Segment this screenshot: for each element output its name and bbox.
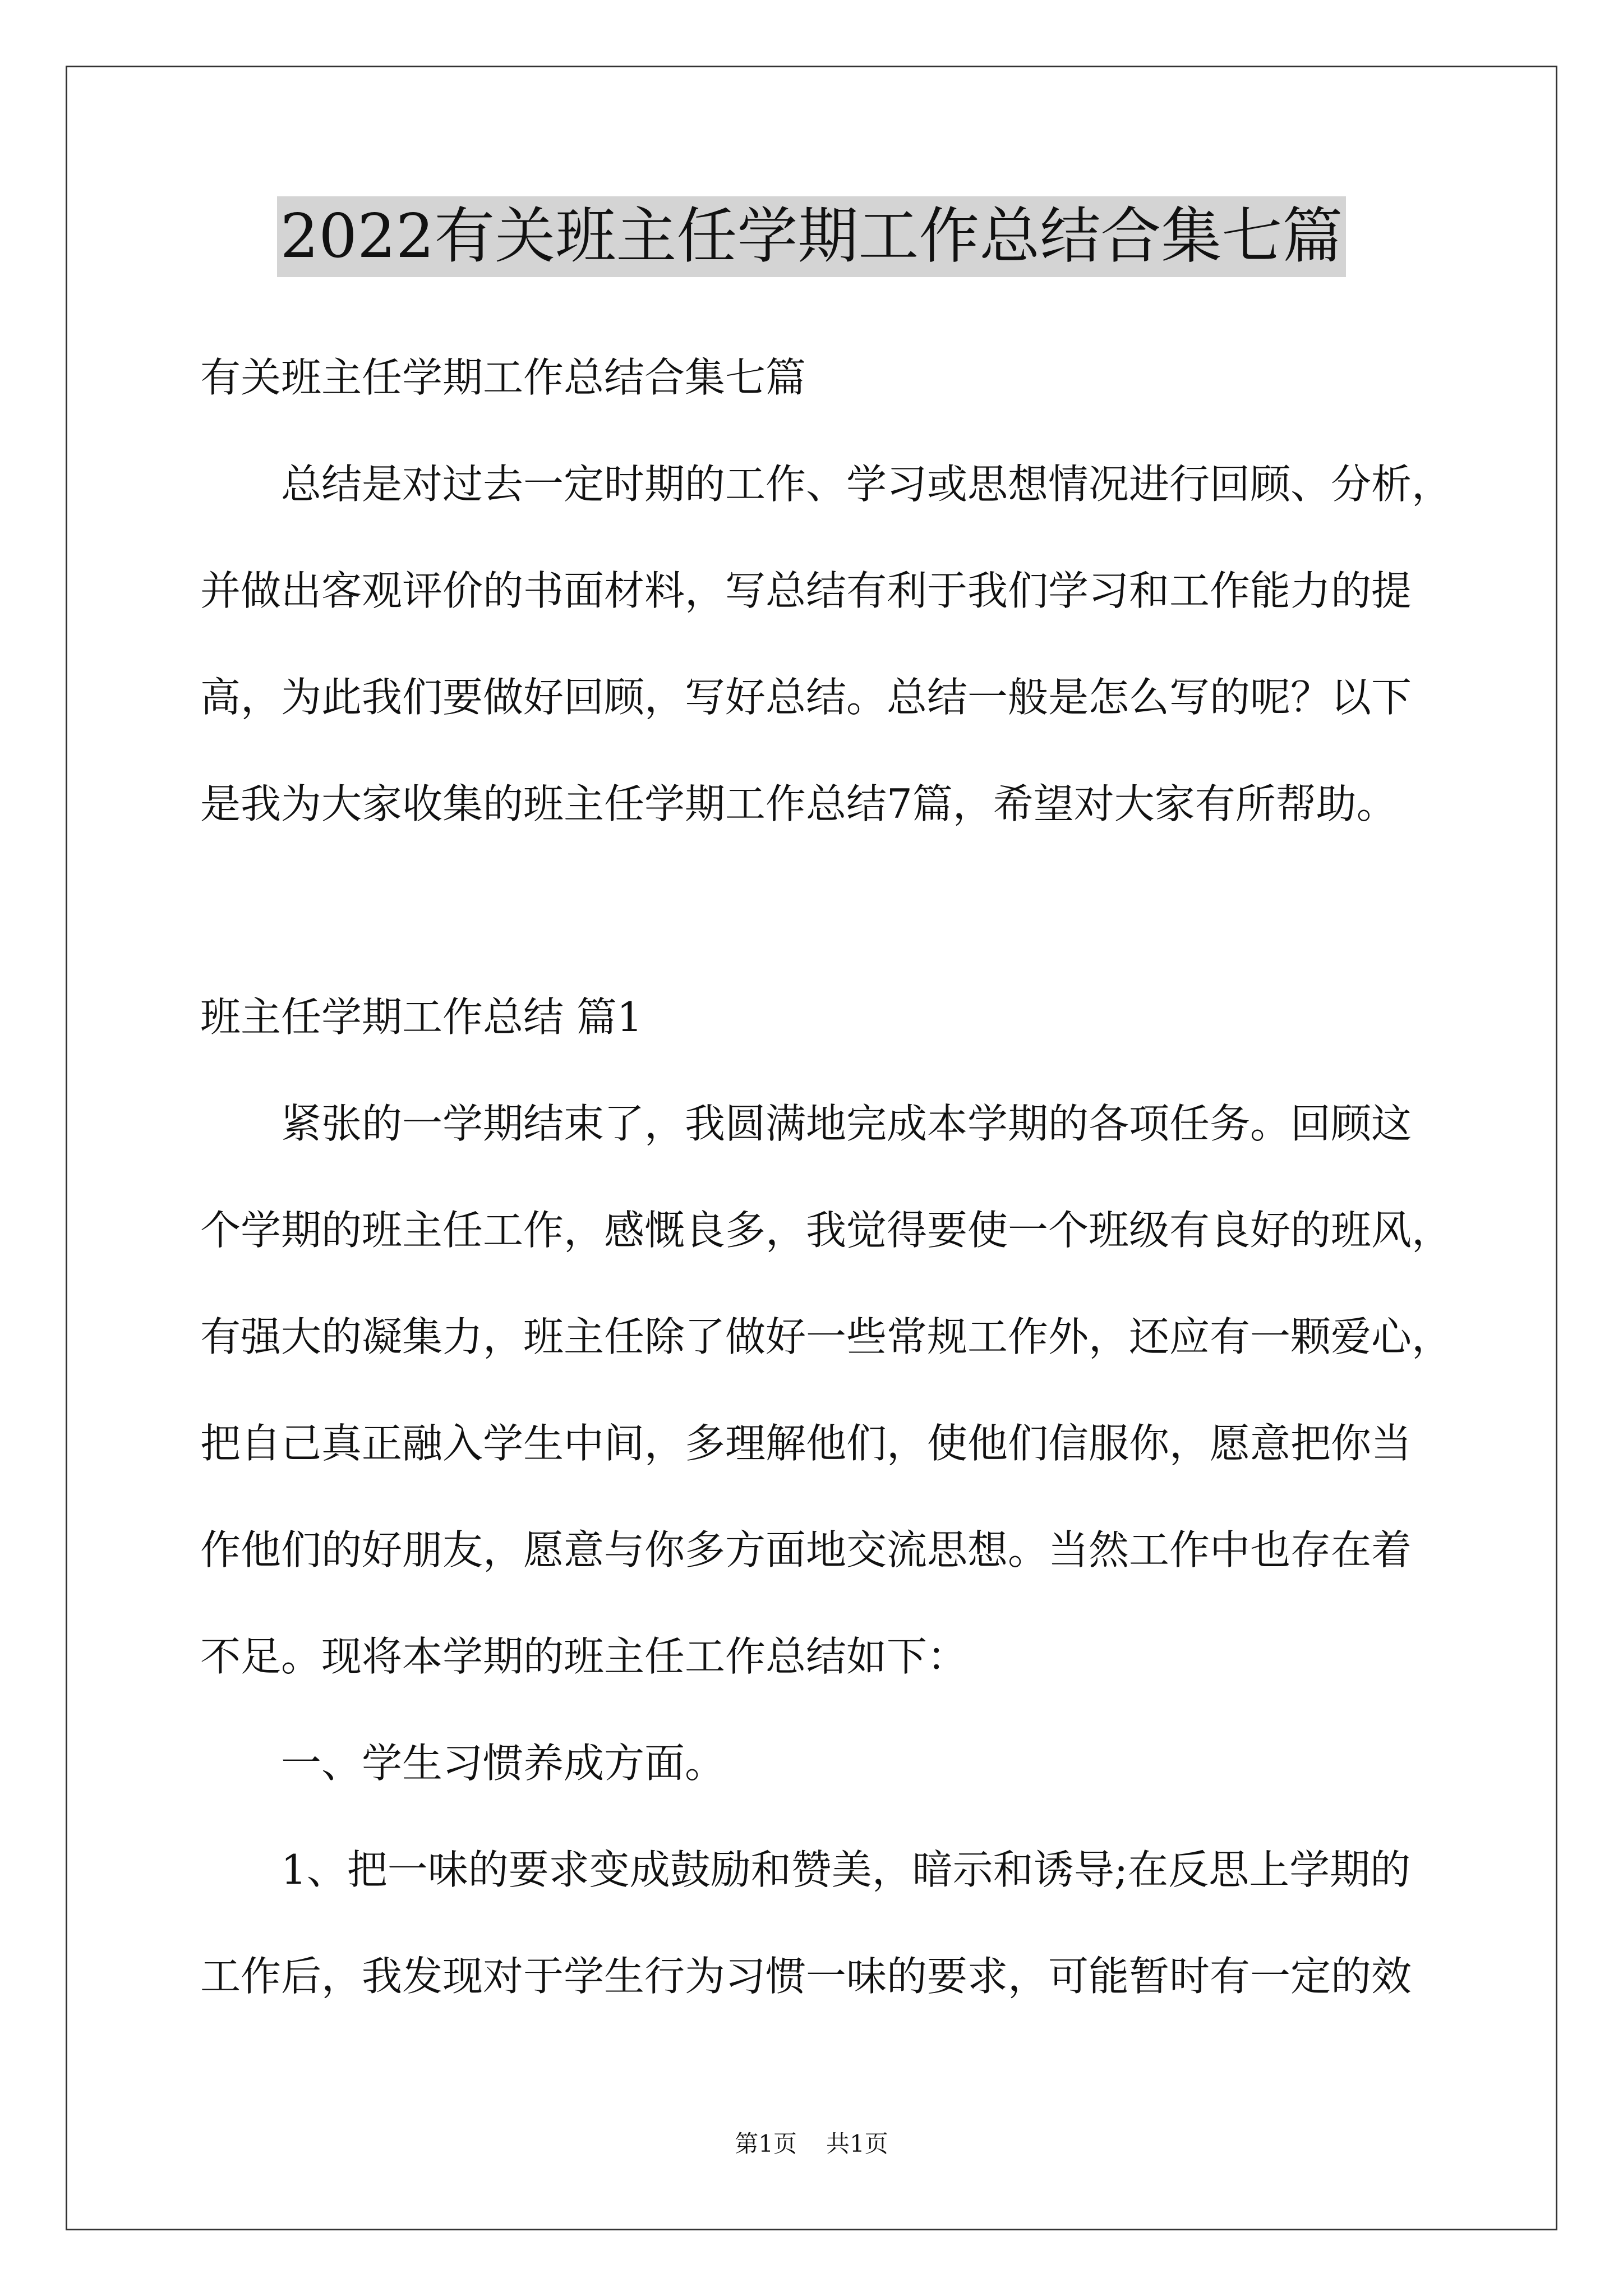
text-line: 作他们的好朋友，愿意与你多方面地交流思想。当然工作中也存在着 xyxy=(200,1526,1412,1573)
section-paragraph xyxy=(200,1070,1535,1710)
page-total: 共1页 xyxy=(826,2130,888,2157)
text-line: 不足。现将本学期的班主任工作总结如下： xyxy=(200,1633,968,1680)
text-line: 1、把一味的要求变成鼓励和赞美，暗示和诱导;在反思上学期的 xyxy=(281,1846,1411,1893)
text-line: 是我为大家收集的班主任学期工作总结7篇，希望对大家有所帮助。 xyxy=(200,780,1397,827)
text-line: 并做出客观评价的书面材料，写总结有利于我们学习和工作能力的提 xyxy=(200,567,1412,614)
page-footer xyxy=(0,2127,1623,2161)
document-subtitle xyxy=(200,324,1535,431)
document-title: 2022有关班主任学期工作总结合集七篇 xyxy=(277,196,1347,277)
section-heading xyxy=(200,964,1535,1070)
document-body xyxy=(200,324,1535,2030)
text-line: 把自己真正融入学生中间，多理解他们，使他们信服你，愿意把你当 xyxy=(200,1420,1412,1467)
list-paragraph xyxy=(200,1816,1535,2030)
text-line: 班主任学期工作总结 篇1 xyxy=(200,993,643,1041)
text-line: 个学期的班主任工作，感慨良多，我觉得要使一个班级有良好的班风， xyxy=(200,1207,1453,1254)
page-number: 第1页 xyxy=(735,2130,797,2157)
text-line: 工作后，我发现对于学生行为习惯一味的要求，可能暂时有一定的效 xyxy=(200,1953,1412,2000)
subsection-heading xyxy=(200,1710,1535,1816)
text-line: 紧张的一学期结束了，我圆满地完成本学期的各项任务。回顾这 xyxy=(281,1100,1412,1147)
title-area xyxy=(0,196,1623,277)
text-line: 高，为此我们要做好回顾，写好总结。总结一般是怎么写的呢？以下 xyxy=(200,674,1412,721)
text-line: 一、学生习惯养成方面。 xyxy=(281,1740,726,1787)
text-line: 总结是对过去一定时期的工作、学习或思想情况进行回顾、分析， xyxy=(281,461,1453,508)
text-line: 有强大的凝集力，班主任除了做好一些常规工作外，还应有一颗爱心， xyxy=(200,1313,1453,1360)
intro-paragraph xyxy=(200,431,1535,857)
text-line: 有关班主任学期工作总结合集七篇 xyxy=(200,354,806,401)
